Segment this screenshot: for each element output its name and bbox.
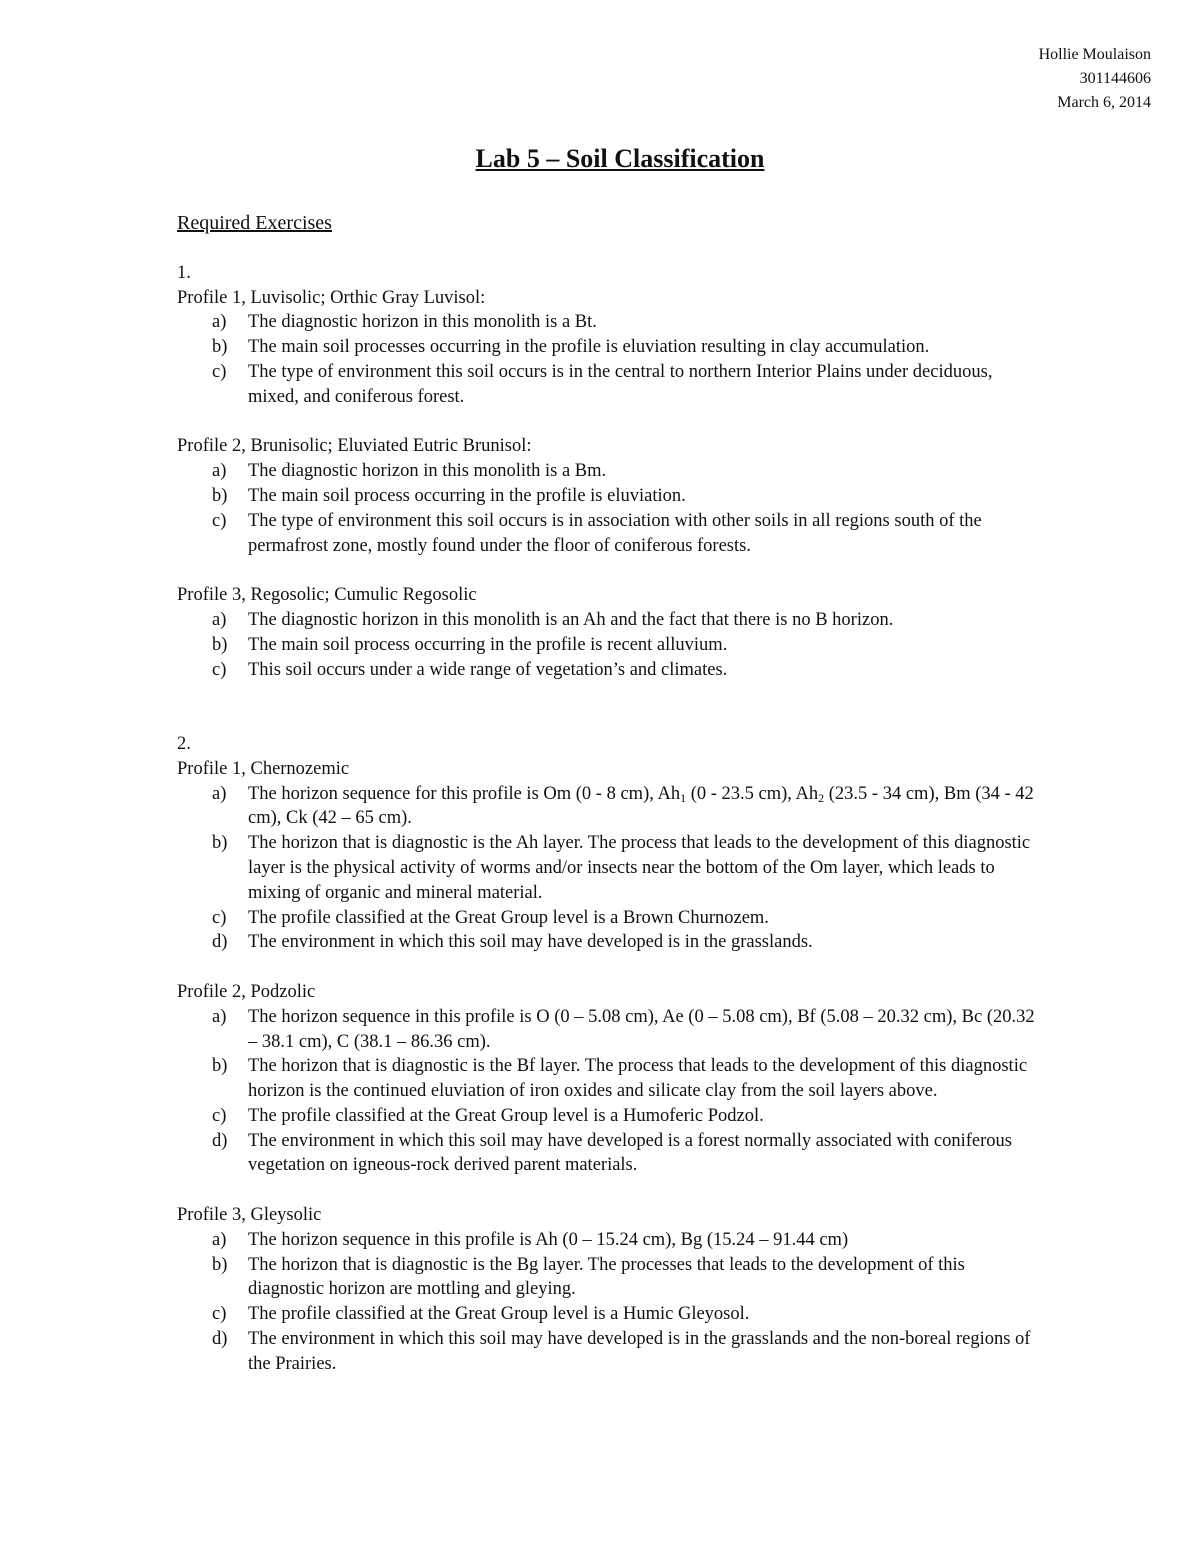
item-marker: c)	[212, 907, 227, 928]
item-marker: c)	[212, 1304, 227, 1325]
item-text: The horizon that is diagnostic is the Bg layer. The processes that leads to the development of this diagnostic horizon are mottling and gleying.	[248, 1254, 965, 1300]
item-text: The profile classified at the Great Group level is a Humoferic Podzol.	[248, 1105, 764, 1126]
item-text: The diagnostic horizon in this monolith is a Bt.	[248, 312, 597, 333]
item-marker: a)	[212, 1006, 227, 1027]
item-text: The horizon sequence in this profile is O (0 – 5.08 cm), Ae (0 – 5.08 cm), Bf (5.08 – 20.32 cm), Bc (20.32 – 38.1 cm), C (38.1 – 86.36 cm).	[248, 1006, 1035, 1052]
list-item	[177, 1005, 1037, 1055]
list-item	[177, 930, 1037, 955]
profile-heading: Profile 1, Chernozemic	[177, 758, 350, 779]
item-marker: d)	[212, 932, 228, 953]
item-text: The diagnostic horizon in this monolith is a Bm.	[248, 461, 607, 482]
item-text: The type of environment this soil occurs is in the central to northern Interior Plains under deciduous, mixed, and coniferous forest.	[248, 361, 993, 407]
item-marker: b)	[212, 833, 228, 854]
item-text: The environment in which this soil may have developed is in the grasslands.	[248, 932, 813, 953]
item-text: The horizon sequence in this profile is Ah (0 – 15.24 cm), Bg (15.24 – 91.44 cm)	[248, 1229, 849, 1250]
profile-heading: Profile 2, Podzolic	[177, 981, 316, 1002]
list-item	[177, 1228, 1037, 1253]
list-item	[177, 906, 1037, 931]
item-marker: c)	[212, 361, 227, 382]
list-item	[177, 1253, 1037, 1303]
item-text: The horizon sequence for this profile is Om (0 - 8 cm), $Ah_1$ (0 - 23.5 cm), $Ah_2$ (23.5 - 34 cm), Bm (34 - 42 cm), Ck (42 – 65 cm).	[248, 783, 1034, 829]
item-marker: a)	[212, 609, 227, 630]
profile-heading: Profile 2, Brunisolic; Eluviated Eutric Brunisol:	[177, 436, 532, 457]
item-marker: c)	[212, 510, 227, 531]
item-text: The profile classified at the Great Group level is a Brown Churnozem.	[248, 907, 769, 928]
question-number: 1.	[177, 262, 191, 283]
item-marker: b)	[212, 634, 228, 655]
item-marker: c)	[212, 659, 227, 680]
question-number: 2.	[177, 733, 191, 754]
item-text: The main soil process occurring in the profile is recent alluvium.	[248, 634, 728, 655]
author-name: Hollie Moulaison	[1038, 46, 1151, 63]
list-item	[177, 1104, 1037, 1129]
document-date: March 6, 2014	[1057, 94, 1151, 111]
list-item	[177, 831, 1037, 905]
item-marker: a)	[212, 783, 227, 804]
list-item	[177, 1302, 1037, 1327]
list-item	[177, 633, 1037, 658]
document-body	[177, 210, 1037, 1377]
profile-heading: Profile 3, Gleysolic	[177, 1205, 322, 1226]
student-id: 301144606	[1079, 70, 1151, 87]
item-text: The profile classified at the Great Group level is a Humic Gleyosol.	[248, 1304, 750, 1325]
list-item	[177, 310, 1037, 335]
item-marker: b)	[212, 1254, 228, 1275]
item-marker: c)	[212, 1105, 227, 1126]
item-text: The diagnostic horizon in this monolith is an Ah and the fact that there is no B horizon.	[248, 609, 894, 630]
item-text: The horizon that is diagnostic is the Bf layer. The process that leads to the development of this diagnostic horizon is the continued eluviation of iron oxides and silicate clay from the soil layers above.	[248, 1056, 1028, 1102]
item-text: The main soil processes occurring in the profile is eluviation resulting in clay accumulation.	[248, 337, 930, 358]
item-marker: d)	[212, 1130, 228, 1151]
document-title: Lab 5 – Soil Classification	[475, 144, 765, 173]
item-text: The environment in which this soil may have developed is in the grasslands and the non-boreal regions of the Prairies.	[248, 1329, 1031, 1374]
list-item	[177, 1054, 1037, 1104]
list-item	[177, 360, 1037, 410]
list-item	[177, 658, 1037, 683]
item-marker: b)	[212, 1056, 228, 1077]
item-text: The main soil process occurring in the profile is eluviation.	[248, 485, 686, 506]
item-marker: a)	[212, 1229, 227, 1250]
list-item	[177, 509, 1037, 559]
item-marker: a)	[212, 461, 227, 482]
list-item	[177, 1327, 1037, 1377]
list-item	[177, 459, 1037, 484]
profile-heading: Profile 3, Regosolic; Cumulic Regosolic	[177, 585, 477, 606]
list-item	[177, 1129, 1037, 1179]
author-header	[1039, 43, 1151, 115]
section-heading: Required Exercises	[177, 212, 332, 234]
list-item	[177, 782, 1037, 832]
item-marker: a)	[212, 312, 227, 333]
item-text: The horizon that is diagnostic is the Ah layer. The process that leads to the development of this diagnostic layer is the physical activity of worms and/or insects near the bottom of the Om layer, which leads to mixing of organic and mineral material.	[248, 833, 1031, 903]
list-item	[177, 335, 1037, 360]
item-marker: b)	[212, 337, 228, 358]
item-marker: b)	[212, 485, 228, 506]
item-text: The environment in which this soil may have developed is a forest normally associated with coniferous vegetation on igneous-rock derived parent materials.	[248, 1130, 1012, 1176]
list-item	[177, 484, 1037, 509]
list-item	[177, 608, 1037, 633]
profile-heading: Profile 1, Luvisolic; Orthic Gray Luvisol:	[177, 287, 486, 308]
item-marker: d)	[212, 1329, 228, 1350]
item-text: The type of environment this soil occurs is in association with other soils in all regions south of the permafrost zone, mostly found under the floor of coniferous forests.	[248, 510, 982, 556]
item-text: This soil occurs under a wide range of vegetation’s and climates.	[248, 659, 728, 680]
